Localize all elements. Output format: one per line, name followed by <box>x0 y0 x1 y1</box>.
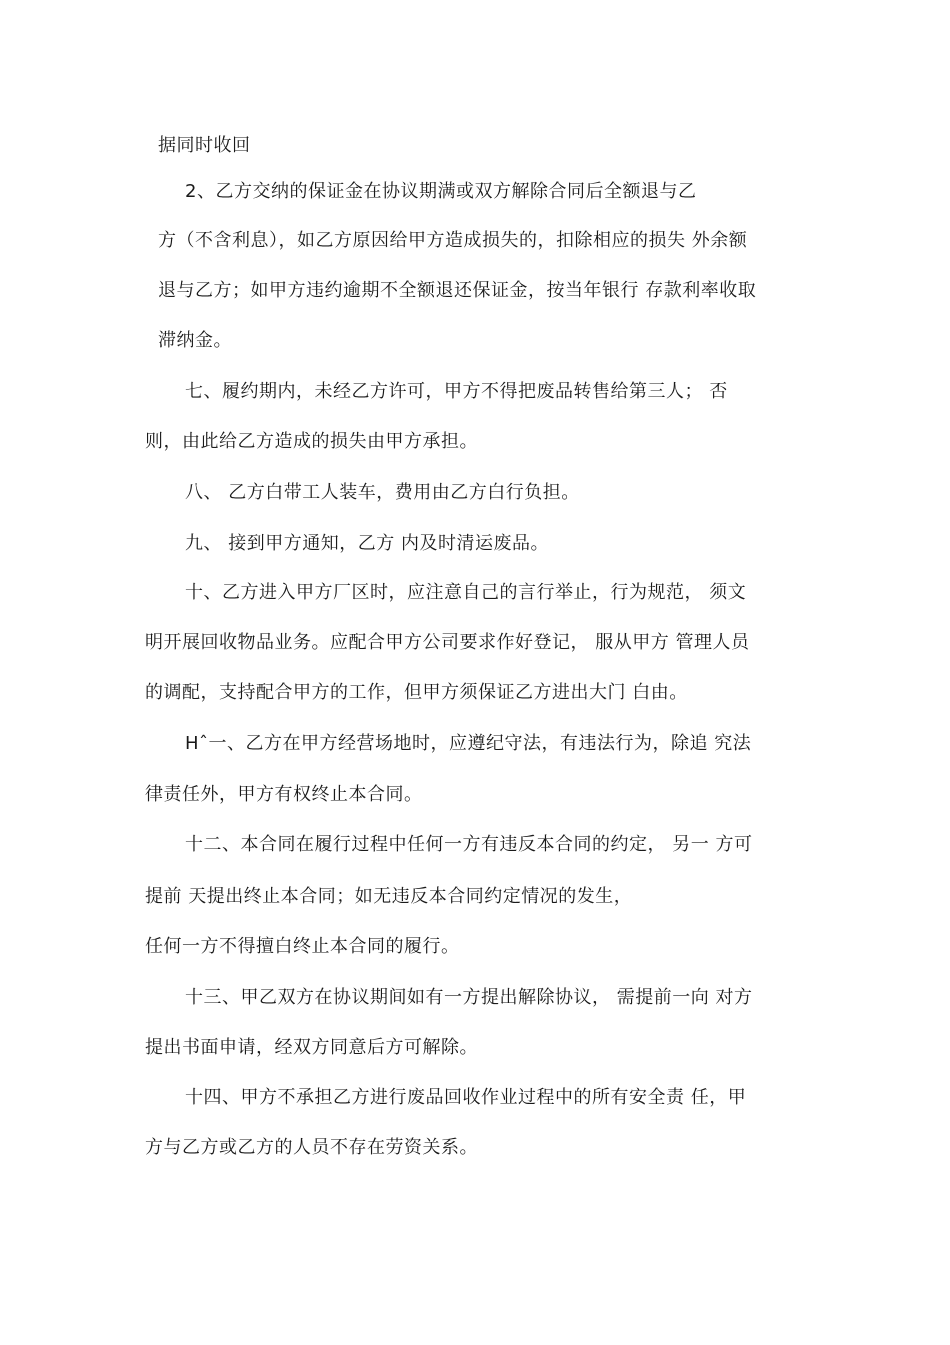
text-line: 提前 天提出终止本合同；如无违反本合同约定情况的发生， <box>145 886 633 907</box>
text-line: 十三、甲乙双方在协议期间如有一方提出解除协议， 需提前一向 对方 <box>185 987 753 1008</box>
text-line: 方与乙方或乙方的人员不存在劳资关系。 <box>145 1137 478 1158</box>
text-line: 十二、本合同在履行过程中任何一方有违反本合同的约定， 另一 方可 <box>185 834 753 855</box>
text-line: 的调配，支持配合甲方的工作，但甲方须保证乙方进出大门 白由。 <box>145 682 688 703</box>
text-line: 滞纳金。 <box>158 330 232 351</box>
text-line: 任何一方不得擅白终止本合同的履行。 <box>145 936 460 957</box>
text-line: Hˆ一、乙方在甲方经营场地时，应遵纪守法，有违法行为，除追 究法 <box>185 733 752 754</box>
text-line: 十、乙方进入甲方厂区时，应注意自己的言行举止，行为规范， 须文 <box>185 582 747 603</box>
text-line: 则，由此给乙方造成的损失由甲方承担。 <box>145 431 478 452</box>
text-line: 八、 乙方白带工人装车，费用由乙方白行负担。 <box>185 482 580 503</box>
text-line: 十四、甲方不承担乙方进行废品回收作业过程中的所有安全责 任，甲 <box>185 1087 747 1108</box>
text-line: 提出书面申请，经双方同意后方可解除。 <box>145 1037 478 1058</box>
text-line: 律责任外，甲方有权终止本合同。 <box>145 784 423 805</box>
text-line: 2、乙方交纳的保证金在协议期满或双方解除合同后全额退与乙 <box>185 181 697 202</box>
text-line: 方（不含利息），如乙方原因给甲方造成损失的，扣除相应的损失 外余额 <box>158 230 748 251</box>
text-line: 七、履约期内，未经乙方许可，甲方不得把废品转售给第三人； 否 <box>185 381 728 402</box>
text-line: 九、 接到甲方通知，乙方 内及时清运废品。 <box>185 533 549 554</box>
text-line: 退与乙方；如甲方违约逾期不全额退还保证金，按当年银行 存款利率收取 <box>158 280 757 301</box>
text-line: 明开展回收物品业务。应配合甲方公司要求作好登记， 服从甲方 管理人员 <box>145 632 750 653</box>
text-line: 据同时收回 <box>158 135 251 156</box>
